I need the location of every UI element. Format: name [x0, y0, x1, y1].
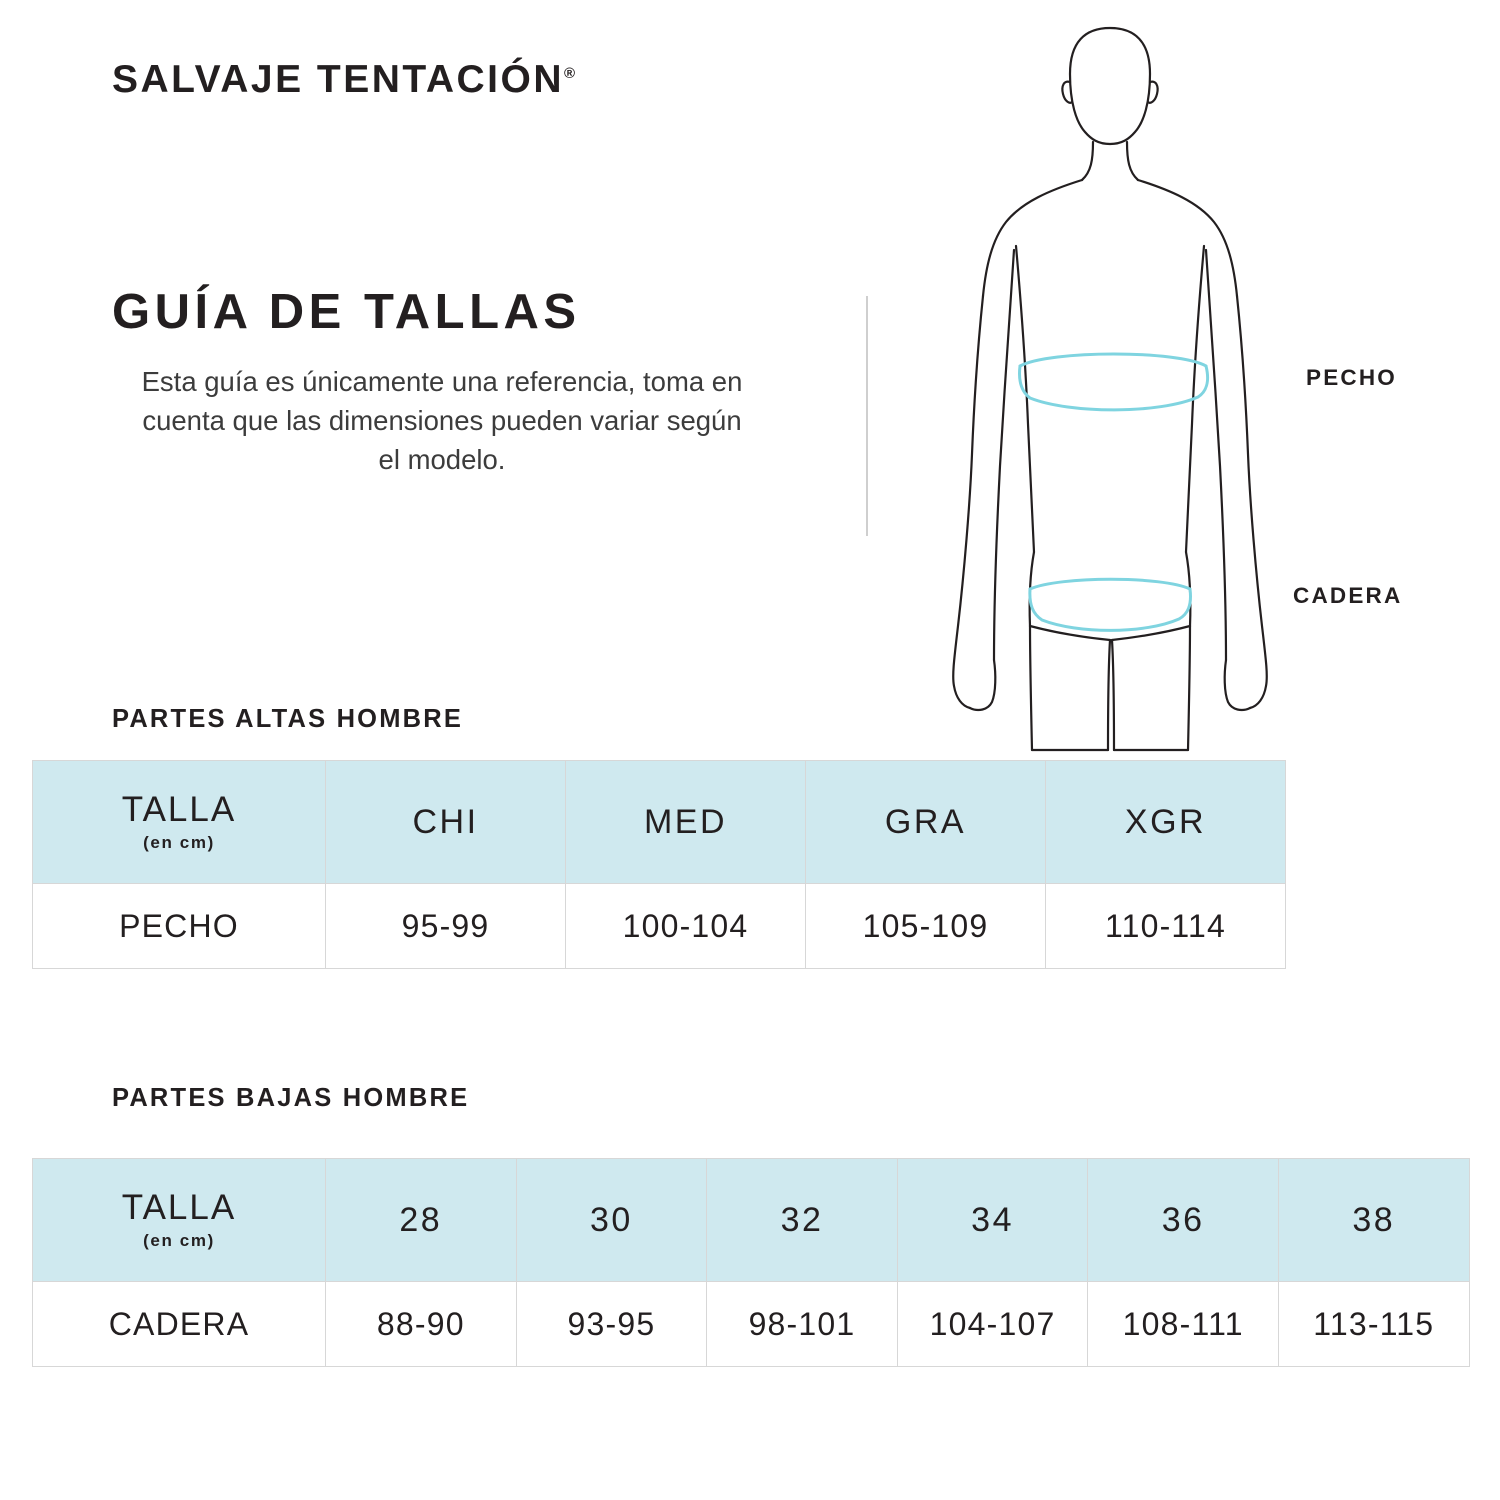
- row-label-pecho: PECHO: [33, 884, 326, 969]
- header-cell-size-1: 30: [516, 1159, 707, 1282]
- cell-cadera-34: 104-107: [897, 1282, 1088, 1367]
- cell-pecho-gra: 105-109: [806, 884, 1046, 969]
- hip-measure-band: [1030, 579, 1191, 630]
- cell-pecho-chi: 95-99: [326, 884, 566, 969]
- header-cell-size-5: 38: [1278, 1159, 1469, 1282]
- header-cell-size-1: MED: [566, 761, 806, 884]
- cell-cadera-32: 98-101: [707, 1282, 898, 1367]
- table-header-row: [33, 1159, 1470, 1282]
- header-cell-size-0: 28: [326, 1159, 517, 1282]
- table-partes-bajas-hombre: [32, 1158, 1470, 1367]
- vertical-divider: [866, 296, 868, 536]
- intro-block: [112, 286, 772, 479]
- header-cell-size-0: CHI: [326, 761, 566, 884]
- header-talla-sublabel: (en cm): [143, 833, 215, 853]
- row-label-cadera: CADERA: [33, 1282, 326, 1367]
- header-cell-talla: [33, 761, 326, 884]
- table-row: [33, 1282, 1470, 1367]
- header-cell-size-3: 34: [897, 1159, 1088, 1282]
- header-talla-label: TALLA: [121, 1187, 237, 1227]
- cell-pecho-xgr: 110-114: [1046, 884, 1286, 969]
- header-talla-sublabel: (en cm): [143, 1231, 215, 1251]
- intro-description: Esta guía es únicamente una referencia, toma en cuenta que las dimensiones pueden variar según el modelo.: [141, 365, 743, 475]
- header-cell-size-3: XGR: [1046, 761, 1286, 884]
- trademark-symbol: ®: [564, 65, 576, 82]
- cell-cadera-30: 93-95: [516, 1282, 707, 1367]
- header-cell-talla: [33, 1159, 326, 1282]
- header-cell-size-4: 36: [1088, 1159, 1279, 1282]
- table-partes-altas-hombre: [32, 760, 1286, 969]
- cell-cadera-36: 108-111: [1088, 1282, 1279, 1367]
- brand-name: SALVAJE TENTACIÓN: [112, 58, 565, 101]
- figure-label-pecho: PECHO: [1306, 365, 1398, 390]
- body-figure: [930, 14, 1290, 774]
- section-title-upper: PARTES ALTAS HOMBRE: [112, 705, 464, 733]
- brand-title: [112, 58, 575, 102]
- cell-cadera-28: 88-90: [326, 1282, 517, 1367]
- page-title: GUÍA DE TALLAS: [112, 285, 581, 339]
- table-header-row: [33, 761, 1286, 884]
- figure-label-cadera: CADERA: [1293, 583, 1403, 608]
- section-title-lower: PARTES BAJAS HOMBRE: [112, 1084, 470, 1112]
- table-row: [33, 884, 1286, 969]
- header-cell-size-2: 32: [707, 1159, 898, 1282]
- chest-measure-band: [1019, 354, 1207, 410]
- cell-pecho-med: 100-104: [566, 884, 806, 969]
- header-cell-size-2: GRA: [806, 761, 1046, 884]
- cell-cadera-38: 113-115: [1278, 1282, 1469, 1367]
- header-talla-label: TALLA: [121, 789, 237, 829]
